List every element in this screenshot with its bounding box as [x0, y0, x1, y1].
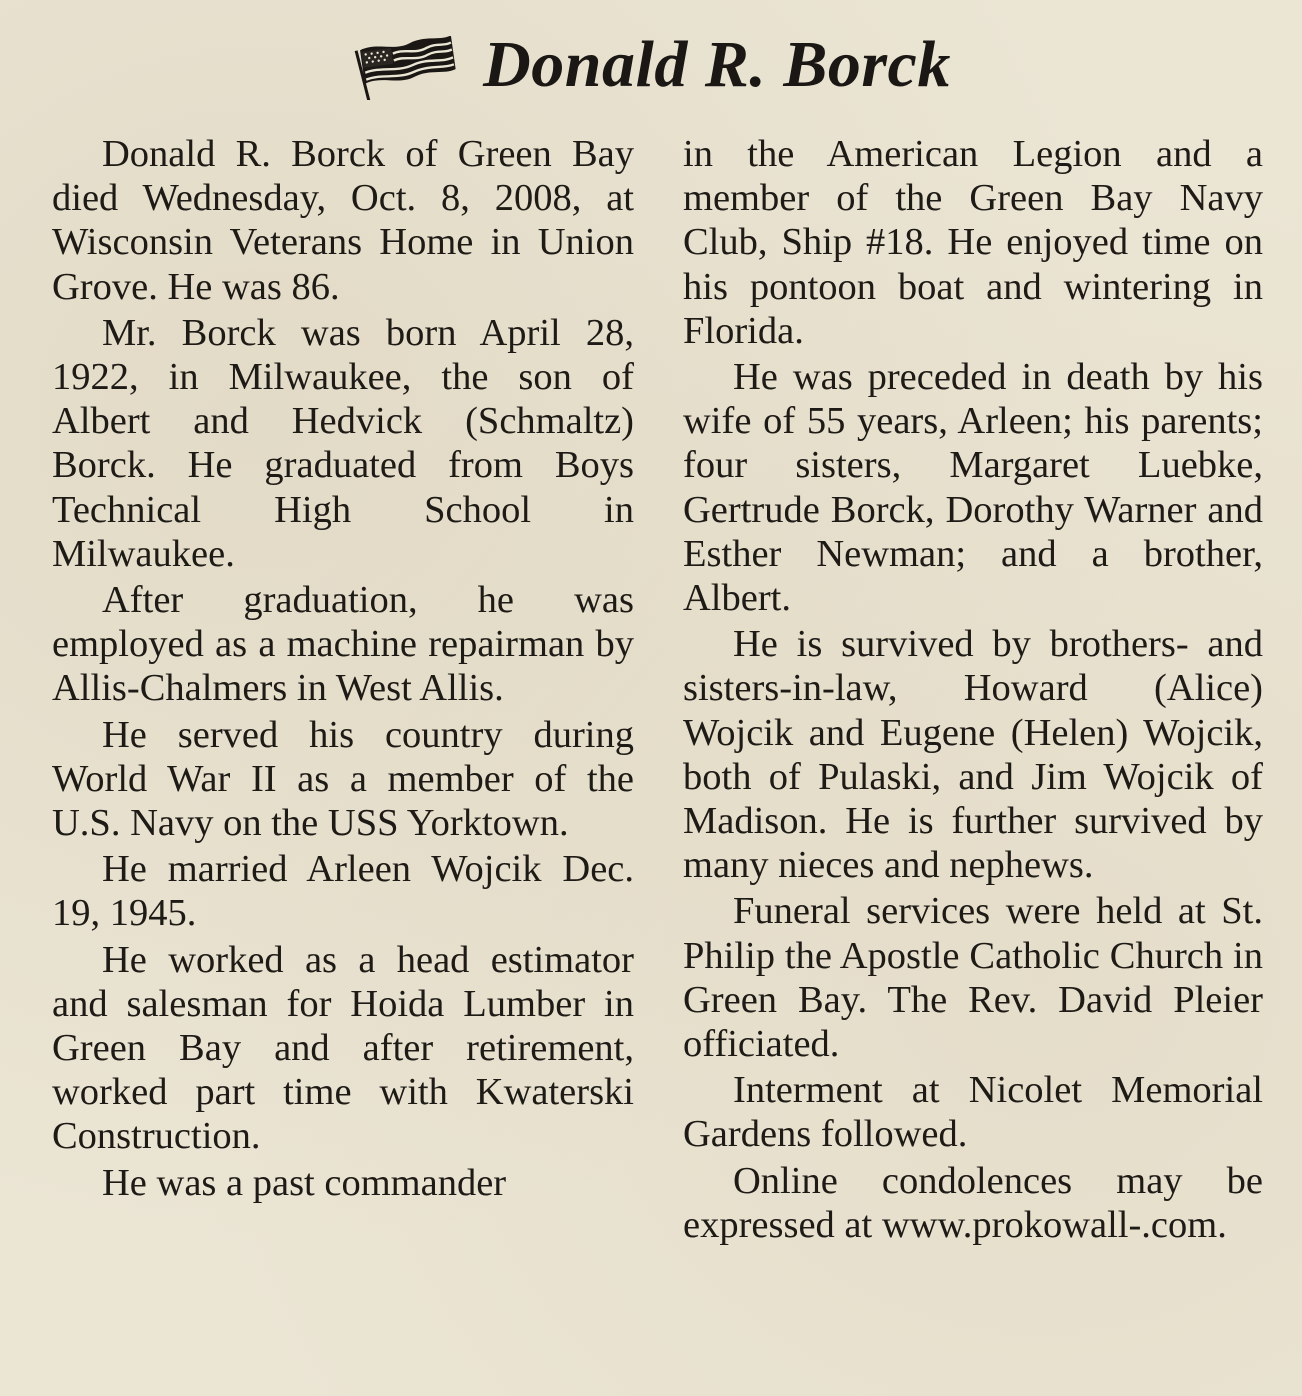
paragraph-survivors: He is survived by brothers- and sisters-in-law, Howard (Alice) Wojcik and Eugene (Helen) Wojcik, both of Pulaski, and Jim Wojcik of Madison. He is further survived by many nieces and nephews. [683, 623, 1263, 887]
right-column [683, 132, 1263, 1247]
paragraph-military-service: He served his country during World War II as a member of the U.S. Navy on the USS Yorktown. [52, 713, 634, 845]
paragraph-preceded-in-death: He was preceded in death by his wife of 55 years, Arleen; his parents; four sisters, Margaret Luebke, Gertrude Borck, Dorothy Warner and Esther Newman; and a brother, Albert. [683, 356, 1263, 620]
paragraph-interment: Interment at Nicolet Memorial Gardens followed. [683, 1069, 1263, 1156]
paragraph-marriage: He married Arleen Wojcik Dec. 19, 1945. [52, 848, 634, 935]
left-column [52, 132, 634, 1205]
paragraph-condolences: Online condolences may be expressed at www.prokowall-.com. [683, 1159, 1263, 1246]
paragraph-legion-continued: in the American Legion and a member of the Green Bay Navy Club, Ship #18. He enjoyed time on his pontoon boat and wintering in Florida. [683, 133, 1263, 352]
paragraph-career: He worked as a head estimator and salesman for Hoida Lumber in Green Bay and after retirement, worked part time with Kwaterski Construction. [52, 938, 634, 1158]
paragraph-legion-start: He was a past commander [102, 1161, 507, 1204]
paragraph-employment: After graduation, he was employed as a machine repairman by Allis-Chalmers in West Allis. [52, 579, 634, 710]
paragraph-funeral: Funeral services were held at St. Philip the Apostle Catholic Church in Green Bay. The Rev. David Pleier officiated. [683, 890, 1263, 1066]
obituary-title: Donald R. Borck [483, 28, 951, 101]
american-flag-icon [351, 36, 461, 100]
headline [0, 20, 1302, 110]
paragraph-birth: Mr. Borck was born April 28, 1922, in Milwaukee, the son of Albert and Hedvick (Schmaltz) Borck. He graduated from Boys Technical High School in Milwaukee. [52, 311, 634, 575]
paragraph-death-notice: Donald R. Borck of Green Bay died Wednesday, Oct. 8, 2008, at Wisconsin Veterans Home in Union Grove. He was 86. [52, 133, 634, 308]
